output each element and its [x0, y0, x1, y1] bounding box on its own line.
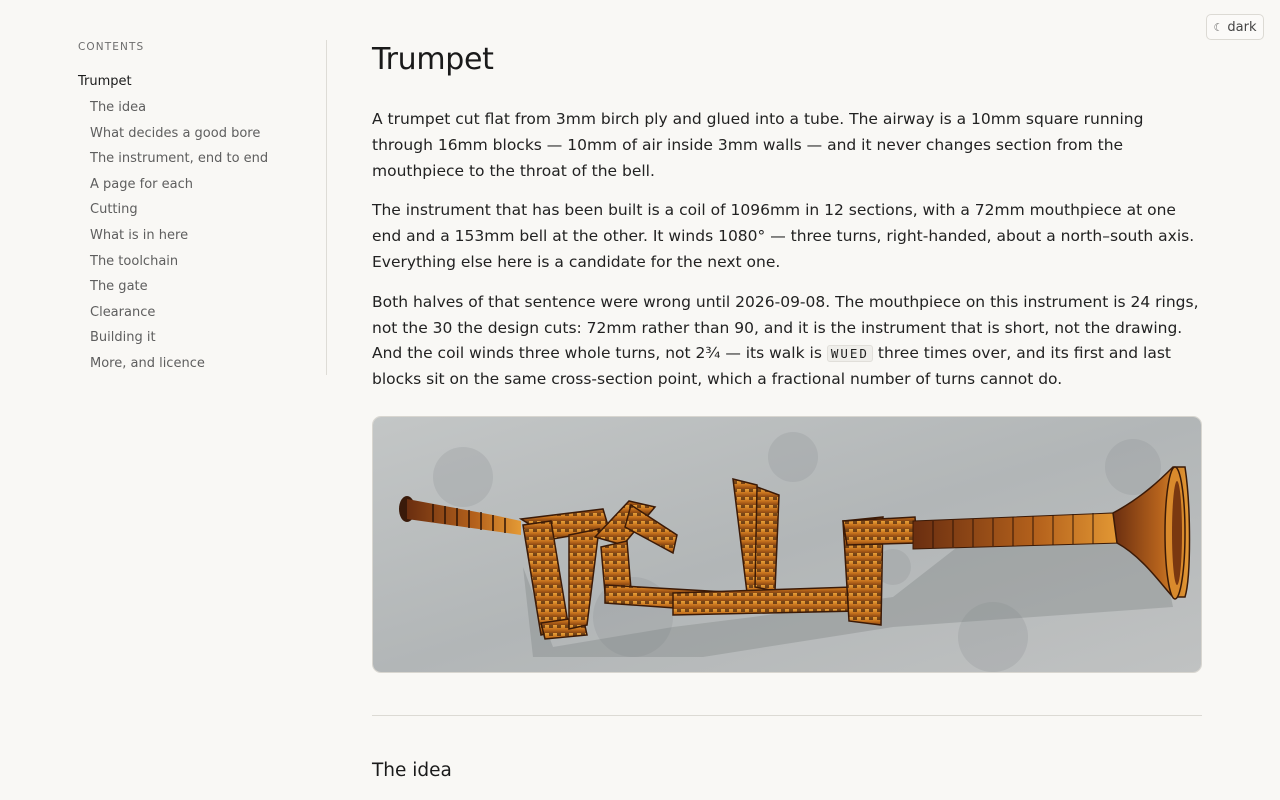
toc-heading: CONTENTS	[78, 41, 145, 53]
article	[372, 0, 1202, 781]
table-of-contents	[78, 40, 327, 375]
trumpet-photo	[372, 416, 1202, 673]
dark-mode-label: dark	[1227, 19, 1257, 35]
section-heading-the-idea: The idea	[372, 760, 452, 781]
toc-item-page-for-each[interactable]: A page for each	[90, 176, 193, 192]
toc-item-good-bore[interactable]: What decides a good bore	[90, 125, 261, 141]
correction-text-after: three times over, and its first and last blocks sit on the same cross-section point, which a fractional number of turns cannot do.	[372, 344, 1171, 389]
toc-item-toolchain[interactable]: The toolchain	[90, 253, 179, 269]
walk-code: WUED	[827, 345, 873, 362]
toc-item-trumpet[interactable]: Trumpet	[78, 74, 132, 89]
crescent-moon-icon: ☾	[1213, 20, 1224, 34]
toc-item-the-idea[interactable]: The idea	[90, 100, 147, 115]
toc-item-instrument-end-to-end[interactable]: The instrument, end to end	[90, 151, 269, 167]
built-instrument-paragraph: The instrument that has been built is a coil of 1096mm in 12 sections, with a 72mm mouthpiece at one end and a 153mm bell at the other. It winds 1080° — three turns, right-handed, about a north–south axis. Everything else here is a candidate for the next one.	[372, 201, 1195, 271]
correction-text-before: Both halves of that sentence were wrong until 2026-09-08. The mouthpiece on this instrument is 24 rings, not the 30 the design cuts: 72mm rather than 90, and it is the instrument that is short, not the drawing. And the coil winds three whole turns, not 2¾ — its walk is	[372, 292, 1199, 363]
intro-paragraph: A trumpet cut flat from 3mm birch ply and glued into a tube. The airway is a 10mm square running through 16mm blocks — 10mm of air inside 3mm walls — and it never changes section from the mouthpiece to the throat of the bell.	[372, 110, 1144, 180]
toc-item-more-and-licence[interactable]: More, and licence	[90, 355, 205, 371]
correction-paragraph	[372, 290, 1202, 393]
toc-item-cutting[interactable]: Cutting	[90, 202, 138, 218]
toc-item-what-is-in-here[interactable]: What is in here	[90, 227, 189, 243]
toc-list	[90, 100, 326, 382]
toc-item-clearance[interactable]: Clearance	[90, 304, 156, 320]
dark-mode-toggle[interactable]	[1206, 14, 1264, 40]
toc-item-building-it[interactable]: Building it	[90, 330, 156, 346]
section-divider	[372, 715, 1202, 716]
page-title: Trumpet	[372, 42, 494, 77]
toc-item-the-gate[interactable]: The gate	[90, 279, 148, 295]
